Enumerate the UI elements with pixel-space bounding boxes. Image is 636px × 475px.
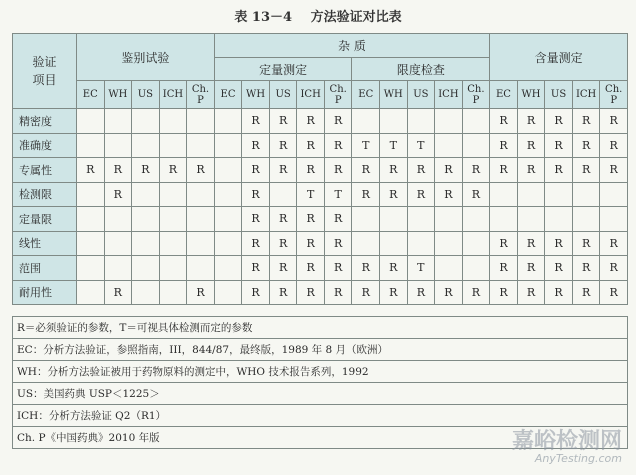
header-limit: 限度检查 (352, 58, 490, 81)
table-cell: R (600, 231, 628, 256)
table-cell (214, 256, 242, 281)
table-cell (490, 207, 518, 232)
table-cell: R (572, 133, 600, 158)
table-cell (407, 207, 435, 232)
table-cell (159, 109, 187, 134)
table-cell (435, 133, 463, 158)
table-cell: R (435, 182, 463, 207)
table-cell: R (104, 158, 132, 183)
table-cell: R (297, 280, 325, 305)
table-cell: R (517, 231, 545, 256)
table-cell: R (572, 256, 600, 281)
table-cell (214, 182, 242, 207)
table-cell: R (380, 158, 408, 183)
table-cell: R (132, 158, 160, 183)
table-cell: R (545, 133, 573, 158)
table-cell: R (159, 158, 187, 183)
header-source: WH (104, 81, 132, 109)
header-identification: 鉴别试验 (77, 34, 215, 81)
table-cell: R (187, 280, 215, 305)
table-cell: R (297, 133, 325, 158)
table-cell (77, 207, 105, 232)
header-source: US (545, 81, 573, 109)
table-row (13, 133, 628, 158)
table-cell (132, 280, 160, 305)
header-impurity: 杂 质 (214, 34, 489, 58)
header-source: ICH (297, 81, 325, 109)
table-cell: R (242, 231, 270, 256)
table-cell (214, 231, 242, 256)
table-cell (159, 231, 187, 256)
row-label: 准确度 (13, 133, 77, 158)
table-cell: R (104, 182, 132, 207)
table-cell: R (435, 280, 463, 305)
table-cell (490, 182, 518, 207)
table-cell (187, 109, 215, 134)
table-cell: T (324, 182, 352, 207)
note-line: EC：分析方法验证，参照指南，III，844/87，最终版，1989 年 8 月（欧洲） (13, 339, 628, 361)
table-cell: R (572, 280, 600, 305)
header-source: US (407, 81, 435, 109)
table-cell: R (572, 109, 600, 134)
table-cell (159, 182, 187, 207)
table-cell (159, 133, 187, 158)
table-cell (600, 207, 628, 232)
table-cell: R (297, 256, 325, 281)
table-cell: R (269, 207, 297, 232)
header-item: 验证 项目 (13, 34, 77, 109)
note-line: US：美国药典 USP＜1225＞ (13, 383, 628, 405)
table-cell: R (462, 182, 490, 207)
table-cell: R (600, 280, 628, 305)
table-cell: R (517, 133, 545, 158)
table-cell (159, 256, 187, 281)
header-assay: 含量测定 (490, 34, 628, 81)
table-cell (214, 109, 242, 134)
header-source: Ch. P (600, 81, 628, 109)
table-cell: R (490, 256, 518, 281)
header-quantitative: 定量测定 (214, 58, 352, 81)
table-cell: R (297, 158, 325, 183)
table-cell: R (572, 231, 600, 256)
table-cell: R (297, 109, 325, 134)
header-source: US (132, 81, 160, 109)
table-cell: R (324, 231, 352, 256)
table-cell: R (572, 158, 600, 183)
table-number: 表 13－4 (234, 10, 293, 25)
header-source: US (269, 81, 297, 109)
table-cell: R (269, 256, 297, 281)
table-body (13, 109, 628, 305)
header-source: Ch. P (324, 81, 352, 109)
table-cell: R (517, 256, 545, 281)
table-cell (600, 182, 628, 207)
table-cell: R (545, 109, 573, 134)
table-cell (77, 231, 105, 256)
table-cell: R (545, 231, 573, 256)
row-label: 检测限 (13, 182, 77, 207)
watermark-cn: 嘉峪检测网 (511, 429, 622, 454)
header-source: ICH (159, 81, 187, 109)
table-cell: R (77, 158, 105, 183)
table-cell: R (324, 133, 352, 158)
table-cell (380, 231, 408, 256)
table-cell (269, 182, 297, 207)
row-label: 专属性 (13, 158, 77, 183)
header-source: WH (242, 81, 270, 109)
table-cell: R (269, 109, 297, 134)
table-cell: R (380, 280, 408, 305)
header-sources-row (13, 81, 628, 109)
table-cell (435, 256, 463, 281)
table-cell: R (600, 133, 628, 158)
table-cell: T (380, 133, 408, 158)
table-cell: R (324, 109, 352, 134)
table-cell: R (517, 158, 545, 183)
row-label: 线性 (13, 231, 77, 256)
row-label: 范围 (13, 256, 77, 281)
row-label: 耐用性 (13, 280, 77, 305)
table-cell (517, 182, 545, 207)
table-row (13, 158, 628, 183)
table-cell (132, 133, 160, 158)
table-cell (572, 182, 600, 207)
table-cell: R (490, 280, 518, 305)
table-cell: T (407, 256, 435, 281)
table-cell (104, 133, 132, 158)
table-cell: R (242, 182, 270, 207)
table-cell (104, 109, 132, 134)
table-cell: R (407, 158, 435, 183)
table-cell: R (462, 280, 490, 305)
table-cell: R (407, 182, 435, 207)
table-cell (187, 207, 215, 232)
validation-table (12, 33, 628, 305)
table-cell: R (435, 158, 463, 183)
table-cell (132, 182, 160, 207)
table-cell (380, 207, 408, 232)
table-cell: R (324, 158, 352, 183)
table-row (13, 280, 628, 305)
table-cell: R (242, 158, 270, 183)
table-cell: R (242, 207, 270, 232)
table-cell: R (380, 256, 408, 281)
table-cell: R (242, 280, 270, 305)
table-cell: R (380, 182, 408, 207)
table-cell (187, 133, 215, 158)
table-cell (517, 207, 545, 232)
table-cell (435, 207, 463, 232)
table-cell (352, 109, 380, 134)
table-title (0, 6, 636, 25)
table-cell: R (352, 256, 380, 281)
header-source: EC (77, 81, 105, 109)
header-source: WH (517, 81, 545, 109)
table-cell: R (545, 158, 573, 183)
table-cell: R (324, 207, 352, 232)
table-cell (462, 133, 490, 158)
table-cell: R (600, 109, 628, 134)
table-cell: T (407, 133, 435, 158)
table-cell: R (297, 207, 325, 232)
table-cell: R (269, 158, 297, 183)
header-source: Ch. P (187, 81, 215, 109)
table-row (13, 109, 628, 134)
table-cell: R (545, 256, 573, 281)
header-source: Ch. P (462, 81, 490, 109)
table-cell: R (324, 280, 352, 305)
header-source: EC (352, 81, 380, 109)
note-line: R＝必须验证的参数，T＝可视具体检测而定的参数 (13, 317, 628, 339)
table-cell: R (490, 133, 518, 158)
table-cell (352, 207, 380, 232)
table-cell: R (600, 256, 628, 281)
table-cell: R (297, 231, 325, 256)
table-cell: R (407, 280, 435, 305)
table-cell (159, 207, 187, 232)
table-cell: R (600, 158, 628, 183)
table-cell (187, 231, 215, 256)
table-cell: R (490, 231, 518, 256)
table-cell (352, 231, 380, 256)
table-row (13, 231, 628, 256)
table-cell (77, 133, 105, 158)
table-row (13, 182, 628, 207)
table-cell (462, 231, 490, 256)
header-source: WH (380, 81, 408, 109)
table-cell (77, 280, 105, 305)
header-source: EC (214, 81, 242, 109)
table-cell (435, 109, 463, 134)
table-cell (380, 109, 408, 134)
table-cell: R (545, 280, 573, 305)
table-cell: R (269, 231, 297, 256)
table-cell: R (352, 158, 380, 183)
header-source: ICH (572, 81, 600, 109)
table-cell: R (269, 133, 297, 158)
table-cell: R (242, 256, 270, 281)
table-cell: R (352, 182, 380, 207)
table-cell: R (352, 280, 380, 305)
note-line: Ch. P《中国药典》2010 年版 (13, 427, 628, 449)
table-cell (104, 256, 132, 281)
table-cell: R (104, 280, 132, 305)
table-cell: R (269, 280, 297, 305)
table-cell: R (490, 109, 518, 134)
table-cell (407, 231, 435, 256)
table-cell (77, 256, 105, 281)
row-label: 定量限 (13, 207, 77, 232)
table-cell: R (242, 133, 270, 158)
table-cell: R (517, 280, 545, 305)
table-cell (159, 280, 187, 305)
table-cell (435, 231, 463, 256)
table-cell (132, 109, 160, 134)
table-caption: 方法验证对比表 (310, 10, 402, 25)
table-row (13, 256, 628, 281)
table-cell (77, 109, 105, 134)
table-cell: T (297, 182, 325, 207)
table-cell: R (324, 256, 352, 281)
table-cell (214, 158, 242, 183)
table-cell: R (187, 158, 215, 183)
table-cell: R (490, 158, 518, 183)
table-cell (214, 280, 242, 305)
table-cell (462, 207, 490, 232)
watermark-url: AnyTesting.com (534, 452, 622, 465)
table-cell (407, 109, 435, 134)
table-cell (187, 256, 215, 281)
table-cell (214, 133, 242, 158)
row-label: 精密度 (13, 109, 77, 134)
table-cell (104, 207, 132, 232)
header-source: EC (490, 81, 518, 109)
table-cell (545, 207, 573, 232)
table-cell (462, 109, 490, 134)
table-cell (104, 231, 132, 256)
table-cell (187, 182, 215, 207)
table-cell (545, 182, 573, 207)
note-line: WH：分析方法验证被用于药物原料的测定中，WHO 技术报告系列，1992 (13, 361, 628, 383)
header-source: ICH (435, 81, 463, 109)
table-cell: T (352, 133, 380, 158)
table-cell (572, 207, 600, 232)
table-cell (214, 207, 242, 232)
table-cell: R (242, 109, 270, 134)
note-line: ICH：分析方法验证 Q2（R1） (13, 405, 628, 427)
table-cell: R (517, 109, 545, 134)
table-cell (132, 207, 160, 232)
table-cell (132, 231, 160, 256)
table-cell: R (462, 158, 490, 183)
table-cell (132, 256, 160, 281)
table-row (13, 207, 628, 232)
table-cell (77, 182, 105, 207)
table-cell (462, 256, 490, 281)
